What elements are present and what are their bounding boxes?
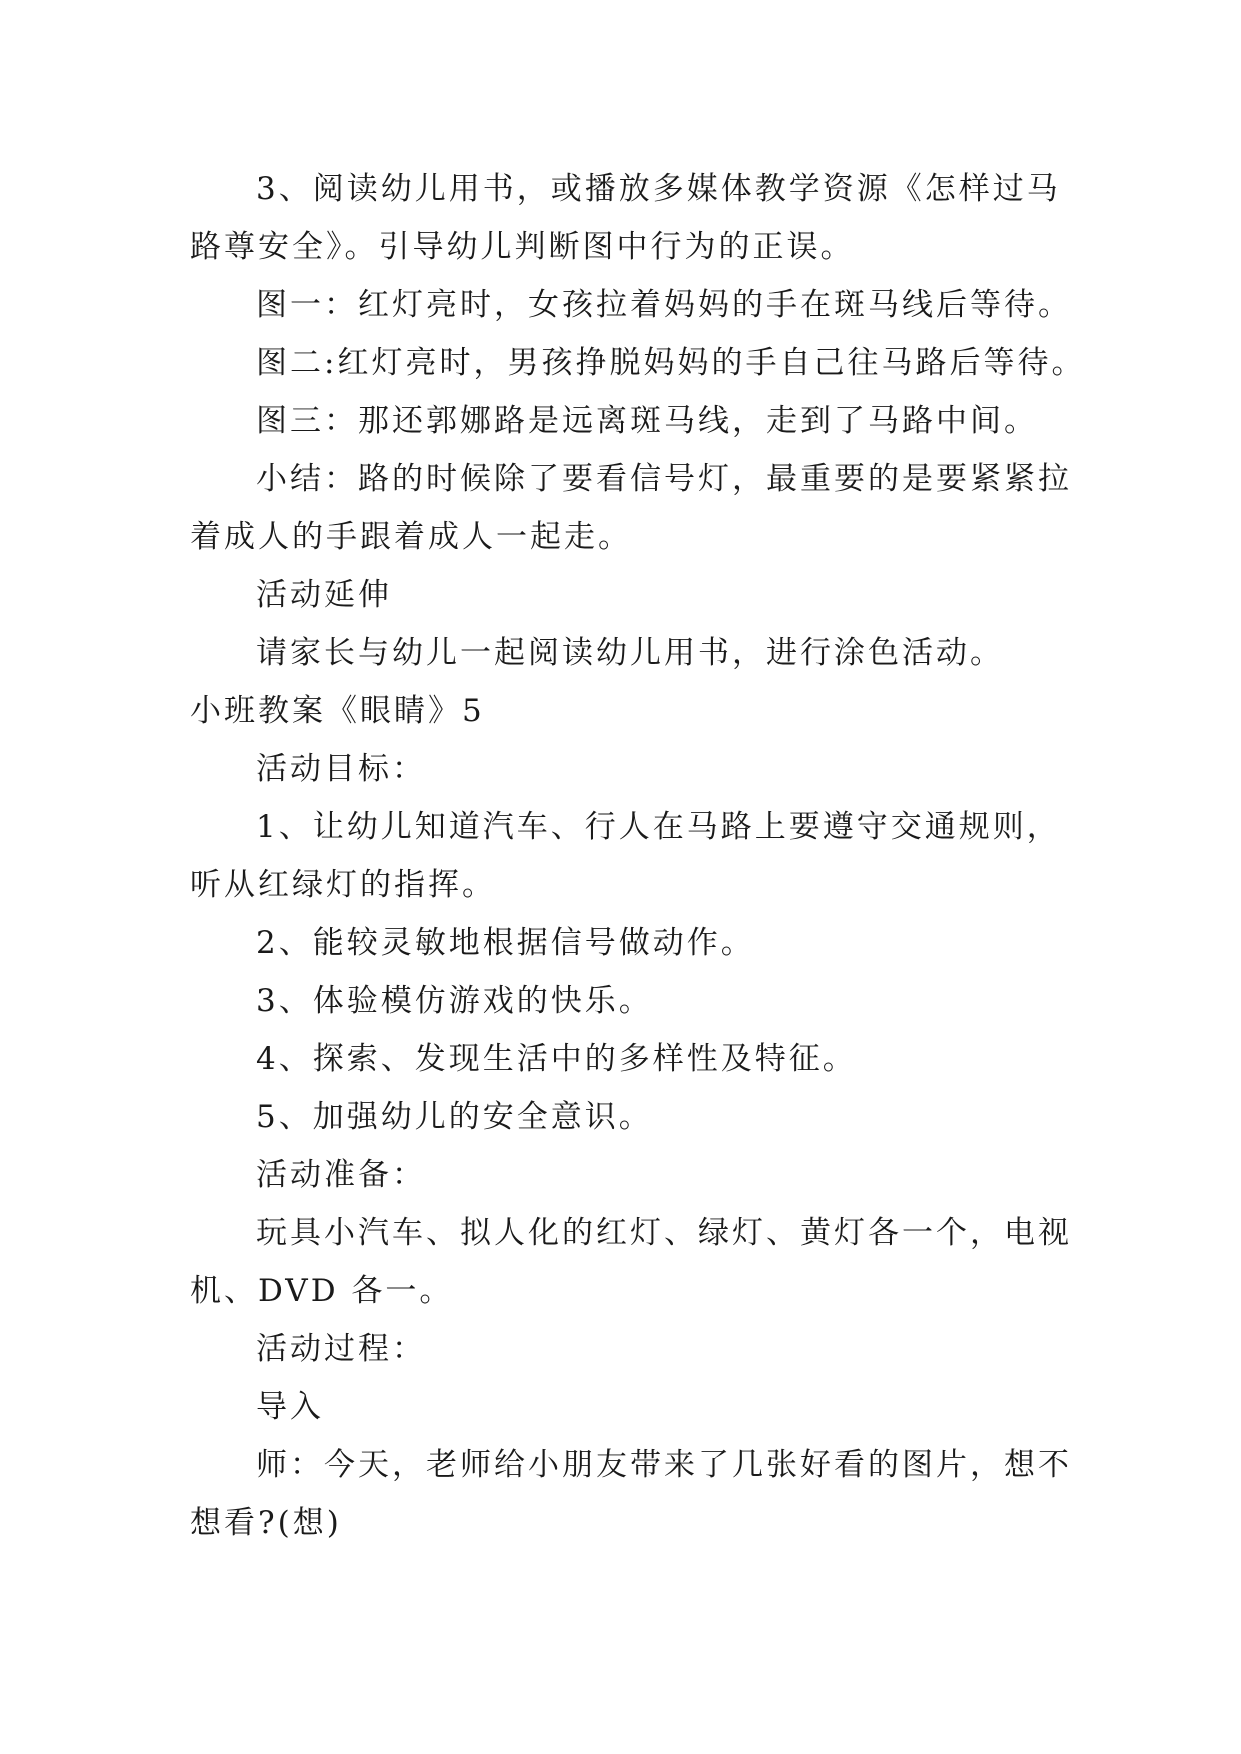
paragraph-line: 机、DVD 各一。: [190, 1273, 454, 1309]
paragraph-line: 图一：红灯亮时，女孩拉着妈妈的手在斑马线后等待。: [256, 287, 1072, 323]
paragraph-line: 请家长与幼儿一起阅读幼儿用书，进行涂色活动。: [256, 635, 1004, 671]
paragraph-line: 路尊安全》。引导幼儿判断图中行为的正误。: [190, 229, 855, 265]
lesson-title: 小班教案《眼睛》5: [190, 693, 485, 729]
paragraph-line: 师：今天，老师给小朋友带来了几张好看的图片，想不: [256, 1447, 1072, 1483]
section-heading: 活动过程：: [256, 1331, 426, 1367]
paragraph-line: 3、体验模仿游戏的快乐。: [256, 983, 653, 1019]
section-heading: 活动延伸: [256, 577, 392, 613]
paragraph-line: 着成人的手跟着成人一起走。: [190, 519, 632, 555]
paragraph-line: 图二:红灯亮时，男孩挣脱妈妈的手自己往马路后等待。: [256, 345, 1086, 381]
paragraph-line: 图三：那还郭娜路是远离斑马线，走到了马路中间。: [256, 403, 1038, 439]
paragraph-line: 3、阅读幼儿用书，或播放多媒体教学资源《怎样过马: [256, 171, 1061, 207]
paragraph-line: 玩具小汽车、拟人化的红灯、绿灯、黄灯各一个，电视: [256, 1215, 1072, 1251]
paragraph-line: 听从红绿灯的指挥。: [190, 867, 496, 903]
document-body: [190, 160, 1090, 1552]
paragraph-line: 4、探索、发现生活中的多样性及特征。: [256, 1041, 857, 1077]
section-heading: 活动准备：: [256, 1157, 426, 1193]
paragraph-line: 2、能较灵敏地根据信号做动作。: [256, 925, 755, 961]
section-heading: 导入: [256, 1389, 324, 1425]
paragraph-line: 5、加强幼儿的安全意识。: [256, 1099, 653, 1135]
section-heading: 活动目标：: [256, 751, 426, 787]
paragraph-line: 小结：路的时候除了要看信号灯，最重要的是要紧紧拉: [256, 461, 1072, 497]
paragraph-line: 想看?(想): [190, 1505, 342, 1541]
paragraph-line: 1、让幼儿知道汽车、行人在马路上要遵守交通规则，: [256, 809, 1061, 845]
